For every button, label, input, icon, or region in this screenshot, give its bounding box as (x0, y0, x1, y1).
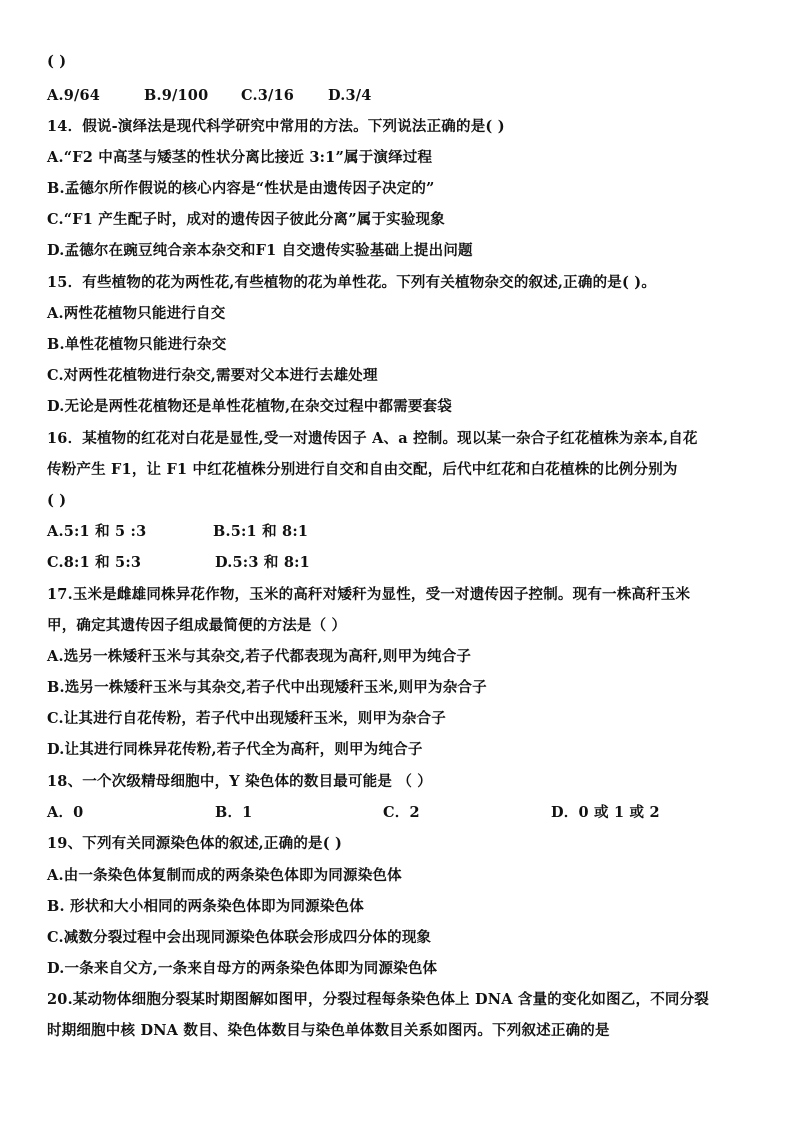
q16-option-c: C.8:1 和 5:3 (47, 554, 142, 571)
q13-option-b: B.9/100 (144, 87, 209, 104)
q19-stem: 19、下列有关同源染色体的叙述,正确的是( ) (47, 835, 343, 852)
q17-option-d: D.让其进行同株异花传粉,若子代全为高秆，则甲为纯合子 (47, 741, 423, 758)
q14-option-b: B.孟德尔所作假说的核心内容是“性状是由遗传因子决定的” (47, 180, 435, 197)
q19-option-c: C.减数分裂过程中会出现同源染色体联会形成四分体的现象 (47, 929, 432, 946)
q15-option-a: A.两性花植物只能进行自交 (47, 305, 226, 322)
q16-stem-line-1: 16．某植物的红花对白花是显性,受一对遗传因子 A、a 控制。现以某一杂合子红花植株为亲本,自花 (47, 430, 698, 447)
q18-stem: 18、一个次级精母细胞中，Y 染色体的数目最可能是 （ ） (47, 773, 432, 790)
q15-option-d: D.无论是两性花植物还是单性花植物,在杂交过程中都需要套袋 (47, 398, 452, 415)
q16-answer-bracket: ( ) (47, 492, 67, 509)
q14-option-c: C.“F1 产生配子时，成对的遗传因子彼此分离”属于实验现象 (47, 211, 445, 228)
q14-stem: 14．假说-演绎法是现代科学研究中常用的方法。下列说法正确的是( ) (47, 118, 505, 135)
q13-options (47, 86, 754, 106)
q15-option-b: B.单性花植物只能进行杂交 (47, 336, 227, 353)
q15-option-c: C.对两性花植物进行杂交,需要对父本进行去雄处理 (47, 367, 378, 384)
q18-option-d: D．0 或 1 或 2 (551, 804, 660, 821)
q16-stem-line-2: 传粉产生 F1，让 F1 中红花植株分别进行自交和自由交配，后代中红花和白花植株的比例分别为 (47, 461, 678, 478)
q13-option-a: A.9/64 (47, 87, 101, 104)
q16-option-b: B.5:1 和 8:1 (213, 523, 309, 540)
q14-option-a: A.“F2 中高茎与矮茎的性状分离比接近 3:1”属于演绎过程 (47, 149, 433, 166)
q19-option-d: D.一条来自父方,一条来自母方的两条染色体即为同源染色体 (47, 960, 438, 977)
q20-stem-line-1: 20.某动物体细胞分裂某时期图解如图甲，分裂过程每条染色体上 DNA 含量的变化如图乙，不同分裂 (47, 991, 709, 1008)
q16-options-row-2 (47, 553, 754, 573)
q14-option-d: D.孟德尔在豌豆纯合亲本杂交和F1 自交遗传实验基础上提出问题 (47, 242, 473, 259)
q17-option-c: C.让其进行自花传粉，若子代中出现矮秆玉米，则甲为杂合子 (47, 710, 446, 727)
q19-option-b: B. 形状和大小相同的两条染色体即为同源染色体 (47, 898, 364, 915)
q18-option-a: A．0 (47, 804, 84, 821)
q13-option-c: C.3/16 (241, 87, 295, 104)
q18-option-c: C．2 (383, 804, 420, 821)
q13-option-d: D.3/4 (328, 87, 372, 104)
q17-option-a: A.选另一株矮秆玉米与其杂交,若子代都表现为高秆,则甲为纯合子 (47, 648, 472, 665)
q20-stem-line-2: 时期细胞中核 DNA 数目、染色体数目与染色单体数目关系如图丙。下列叙述正确的是 (47, 1022, 610, 1039)
q17-option-b: B.选另一株矮秆玉米与其杂交,若子代中出现矮秆玉米,则甲为杂合子 (47, 679, 487, 696)
q18-option-b: B．1 (215, 804, 253, 821)
q17-stem-line-2: 甲，确定其遗传因子组成最简便的方法是（ ） (47, 617, 347, 634)
q16-options-row-1 (47, 522, 754, 542)
q16-option-a: A.5:1 和 5 :3 (47, 523, 147, 540)
q18-options (47, 803, 754, 823)
q17-stem-line-1: 17.玉米是雌雄同株异花作物，玉米的高秆对矮秆为显性，受一对遗传因子控制。现有一株高秆玉米 (47, 586, 691, 603)
q15-stem: 15．有些植物的花为两性花,有些植物的花为单性花。下列有关植物杂交的叙述,正确的是( )。 (47, 274, 657, 291)
q16-option-d: D.5:3 和 8:1 (215, 554, 310, 571)
q13-answer-bracket: ( ) (47, 53, 67, 70)
q19-option-a: A.由一条染色体复制而成的两条染色体即为同源染色体 (47, 867, 402, 884)
